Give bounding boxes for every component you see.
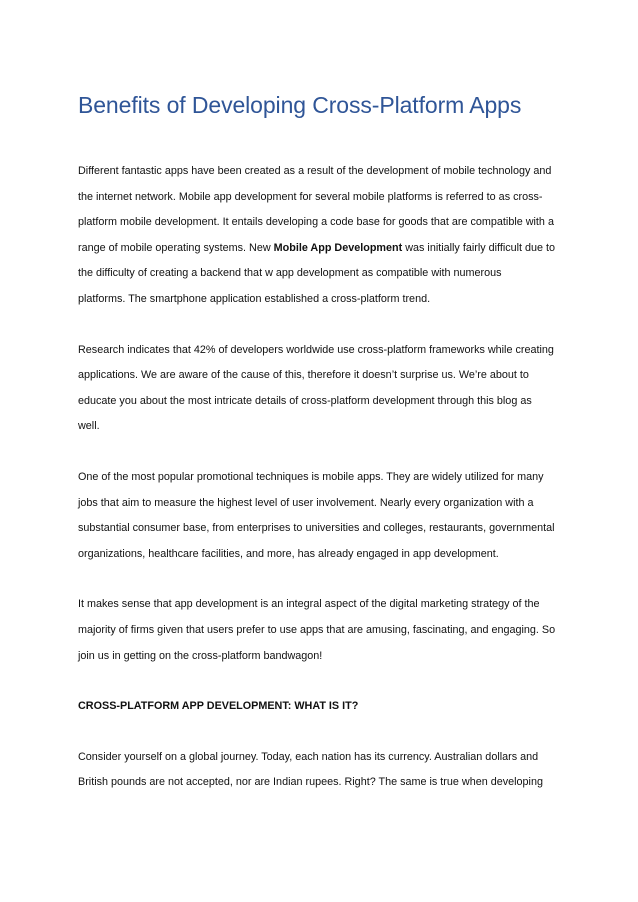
paragraph-line: Different fantastic apps have been created as a result of the development of mobile technology and — [78, 165, 552, 177]
paragraph-line: Research indicates that 42% of developers worldwide use cross-platform frameworks while creating — [78, 343, 554, 356]
paragraph-promotion — [78, 465, 564, 567]
paragraph-line: organizations, healthcare facilities, and more, has already engaged in app development. — [78, 547, 499, 560]
paragraph-journey — [78, 745, 564, 796]
paragraph-marketing — [78, 592, 564, 669]
section-heading: CROSS-PLATFORM APP DEVELOPMENT: WHAT IS IT? — [78, 700, 359, 713]
paragraph-line: platform mobile development. It entails developing a code base for goods that are compatible with a — [78, 216, 554, 229]
paragraph-intro — [78, 159, 564, 313]
document-body — [78, 88, 564, 796]
line-text: was initially fairly difficult due to — [402, 241, 556, 254]
paragraph-line: applications. We are aware of the cause of this, therefore it doesn’t surprise us. We’re about to — [78, 369, 529, 382]
paragraph-research — [78, 338, 564, 440]
paragraph-line — [78, 236, 564, 262]
paragraph-line: the internet network. Mobile app development for several mobile platforms is referred to as cross- — [78, 190, 543, 203]
paragraph-line: British pounds are not accepted, nor are Indian rupees. Right? The same is true when developing — [78, 776, 543, 789]
paragraph-line: Consider yourself on a global journey. Today, each nation has its currency. Australian dollars and — [78, 750, 539, 763]
paragraph-line: well. — [78, 420, 100, 433]
paragraph-line: jobs that aim to measure the highest level of user involvement. Nearly every organization with a — [78, 496, 534, 509]
paragraph-line: educate you about the most intricate details of cross-platform development through this blog as — [78, 394, 532, 407]
paragraph-line: join us in getting on the cross-platform bandwagon! — [78, 649, 323, 662]
bold-keyword: Mobile App Development — [273, 241, 403, 254]
paragraph-line: majority of firms given that users prefer to use apps that are amusing, fascinating, and engaging. So — [78, 623, 556, 636]
document-title: Benefits of Developing Cross-Platform Apps — [78, 92, 522, 118]
paragraph-line: substantial consumer base, from enterprises to universities and colleges, restaurants, governmental — [78, 522, 555, 535]
paragraph-line: the difficulty of creating a backend that w app development as compatible with numerous — [78, 267, 502, 280]
paragraph-line: It makes sense that app development is an integral aspect of the digital marketing strategy of the — [78, 598, 540, 611]
line-text: range of mobile operating systems. New — [78, 241, 274, 254]
paragraph-line: One of the most popular promotional techniques is mobile apps. They are widely utilized for many — [78, 470, 544, 483]
paragraph-line: platforms. The smartphone application established a cross-platform trend. — [78, 292, 431, 305]
